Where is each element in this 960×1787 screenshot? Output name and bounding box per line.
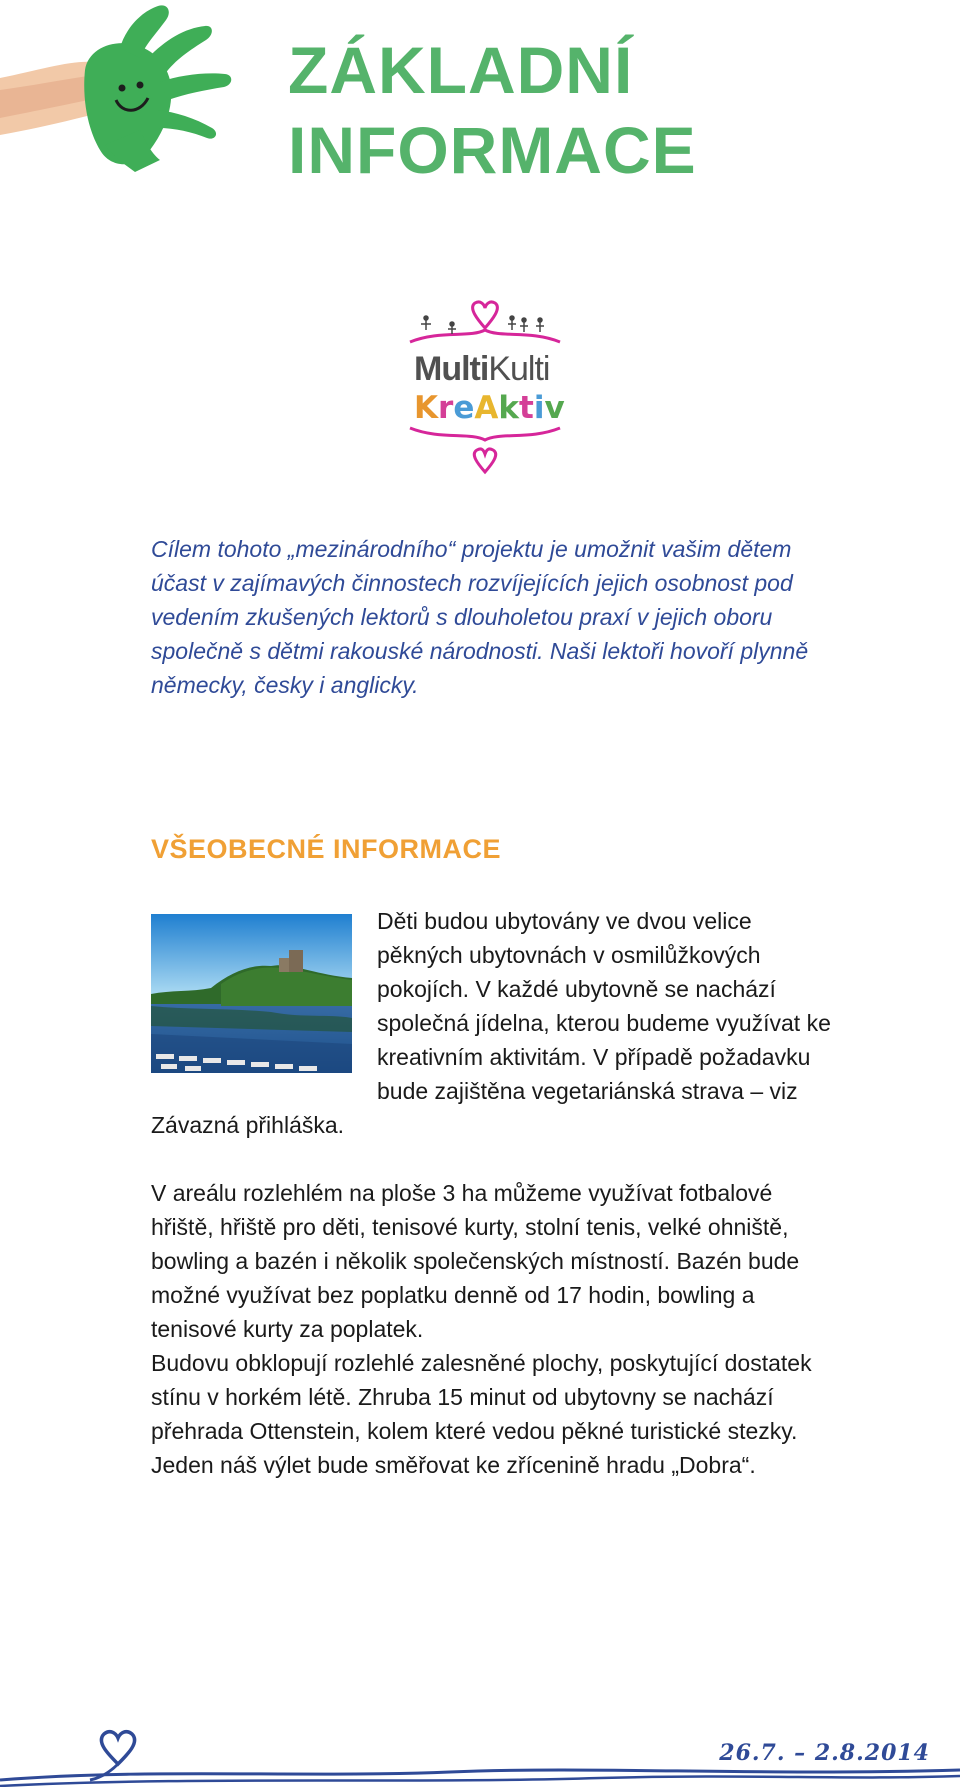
intro-paragraph: Cílem tohoto „mezinárodního“ projektu je umožnit vašim dětem účast v zajímavých činnostech rozvíjejících jejich osobnost pod vedením zkušených lektorů s dlouholetou praxí v jejich oboru společně s dětmi rakouské národnosti. Naši lektoři hovoří plynně německy, česky i anglicky.	[151, 536, 809, 698]
logo-kreaktiv-letter: t	[518, 390, 534, 426]
logo-kreaktiv-text	[414, 390, 565, 426]
logo-kreaktiv-letter: i	[533, 390, 545, 426]
page-title-line1: ZÁKLADNÍ	[288, 33, 634, 107]
event-date: 26.7. – 2.8.2014	[719, 1740, 930, 1766]
accommodation-paragraph	[151, 904, 831, 1142]
facilities-paragraph: V areálu rozlehlém na ploše 3 ha můžeme využívat fotbalové hřiště, hřiště pro děti, tenisové kurty, stolní tenis, velké ohniště, bowling a bazén i několik společenských místností. Bazén bude možné využívat bez poplatku denně od 17 hodin, bowling a tenisové kurty za poplatek.	[151, 1180, 800, 1342]
logo-kreaktiv-letter: A	[474, 390, 499, 426]
surroundings-paragraph: Budovu obklopují rozlehlé zalesněné plochy, poskytující dostatek stínu v horkém létě. Zhruba 15 minut od ubytovny se nachází přehrada Ottenstein, kolem které vedou pěkné turistické stezky. Jeden náš výlet bude směřovat ke zřícenině hradu „Dobra“.	[151, 1350, 812, 1478]
logo-multikulti-text: MultiKulti	[414, 350, 550, 388]
page-title-line2: INFORMACE	[288, 113, 697, 187]
logo-kreaktiv-letter: r	[438, 390, 454, 426]
accommodation-text: Děti budou ubytovány ve dvou velice pěkných ubytovnách v osmilůžkových pokojích. V každé ubytovně se nachází společná jídelna, kterou budeme využívat ke kreativním aktivitám. V případě požadavku bude zajištěna vegetariánská strava – viz Závazná přihláška.	[151, 908, 831, 1138]
facilities-block	[151, 1176, 831, 1482]
photo-spacer	[151, 904, 377, 1106]
logo-kreaktiv-letter: e	[453, 390, 475, 426]
multikulti-kreaktiv-logo	[400, 300, 570, 480]
logo-kreaktiv-letter: k	[498, 390, 519, 426]
heart-icon	[101, 1732, 134, 1764]
section-heading: VŠEOBECNÉ INFORMACE	[151, 834, 502, 864]
page-title	[288, 30, 697, 190]
logo-kreaktiv-letter: K	[414, 390, 439, 426]
green-hand-icon	[0, 0, 240, 175]
logo-kreaktiv-letter: v	[544, 390, 565, 426]
